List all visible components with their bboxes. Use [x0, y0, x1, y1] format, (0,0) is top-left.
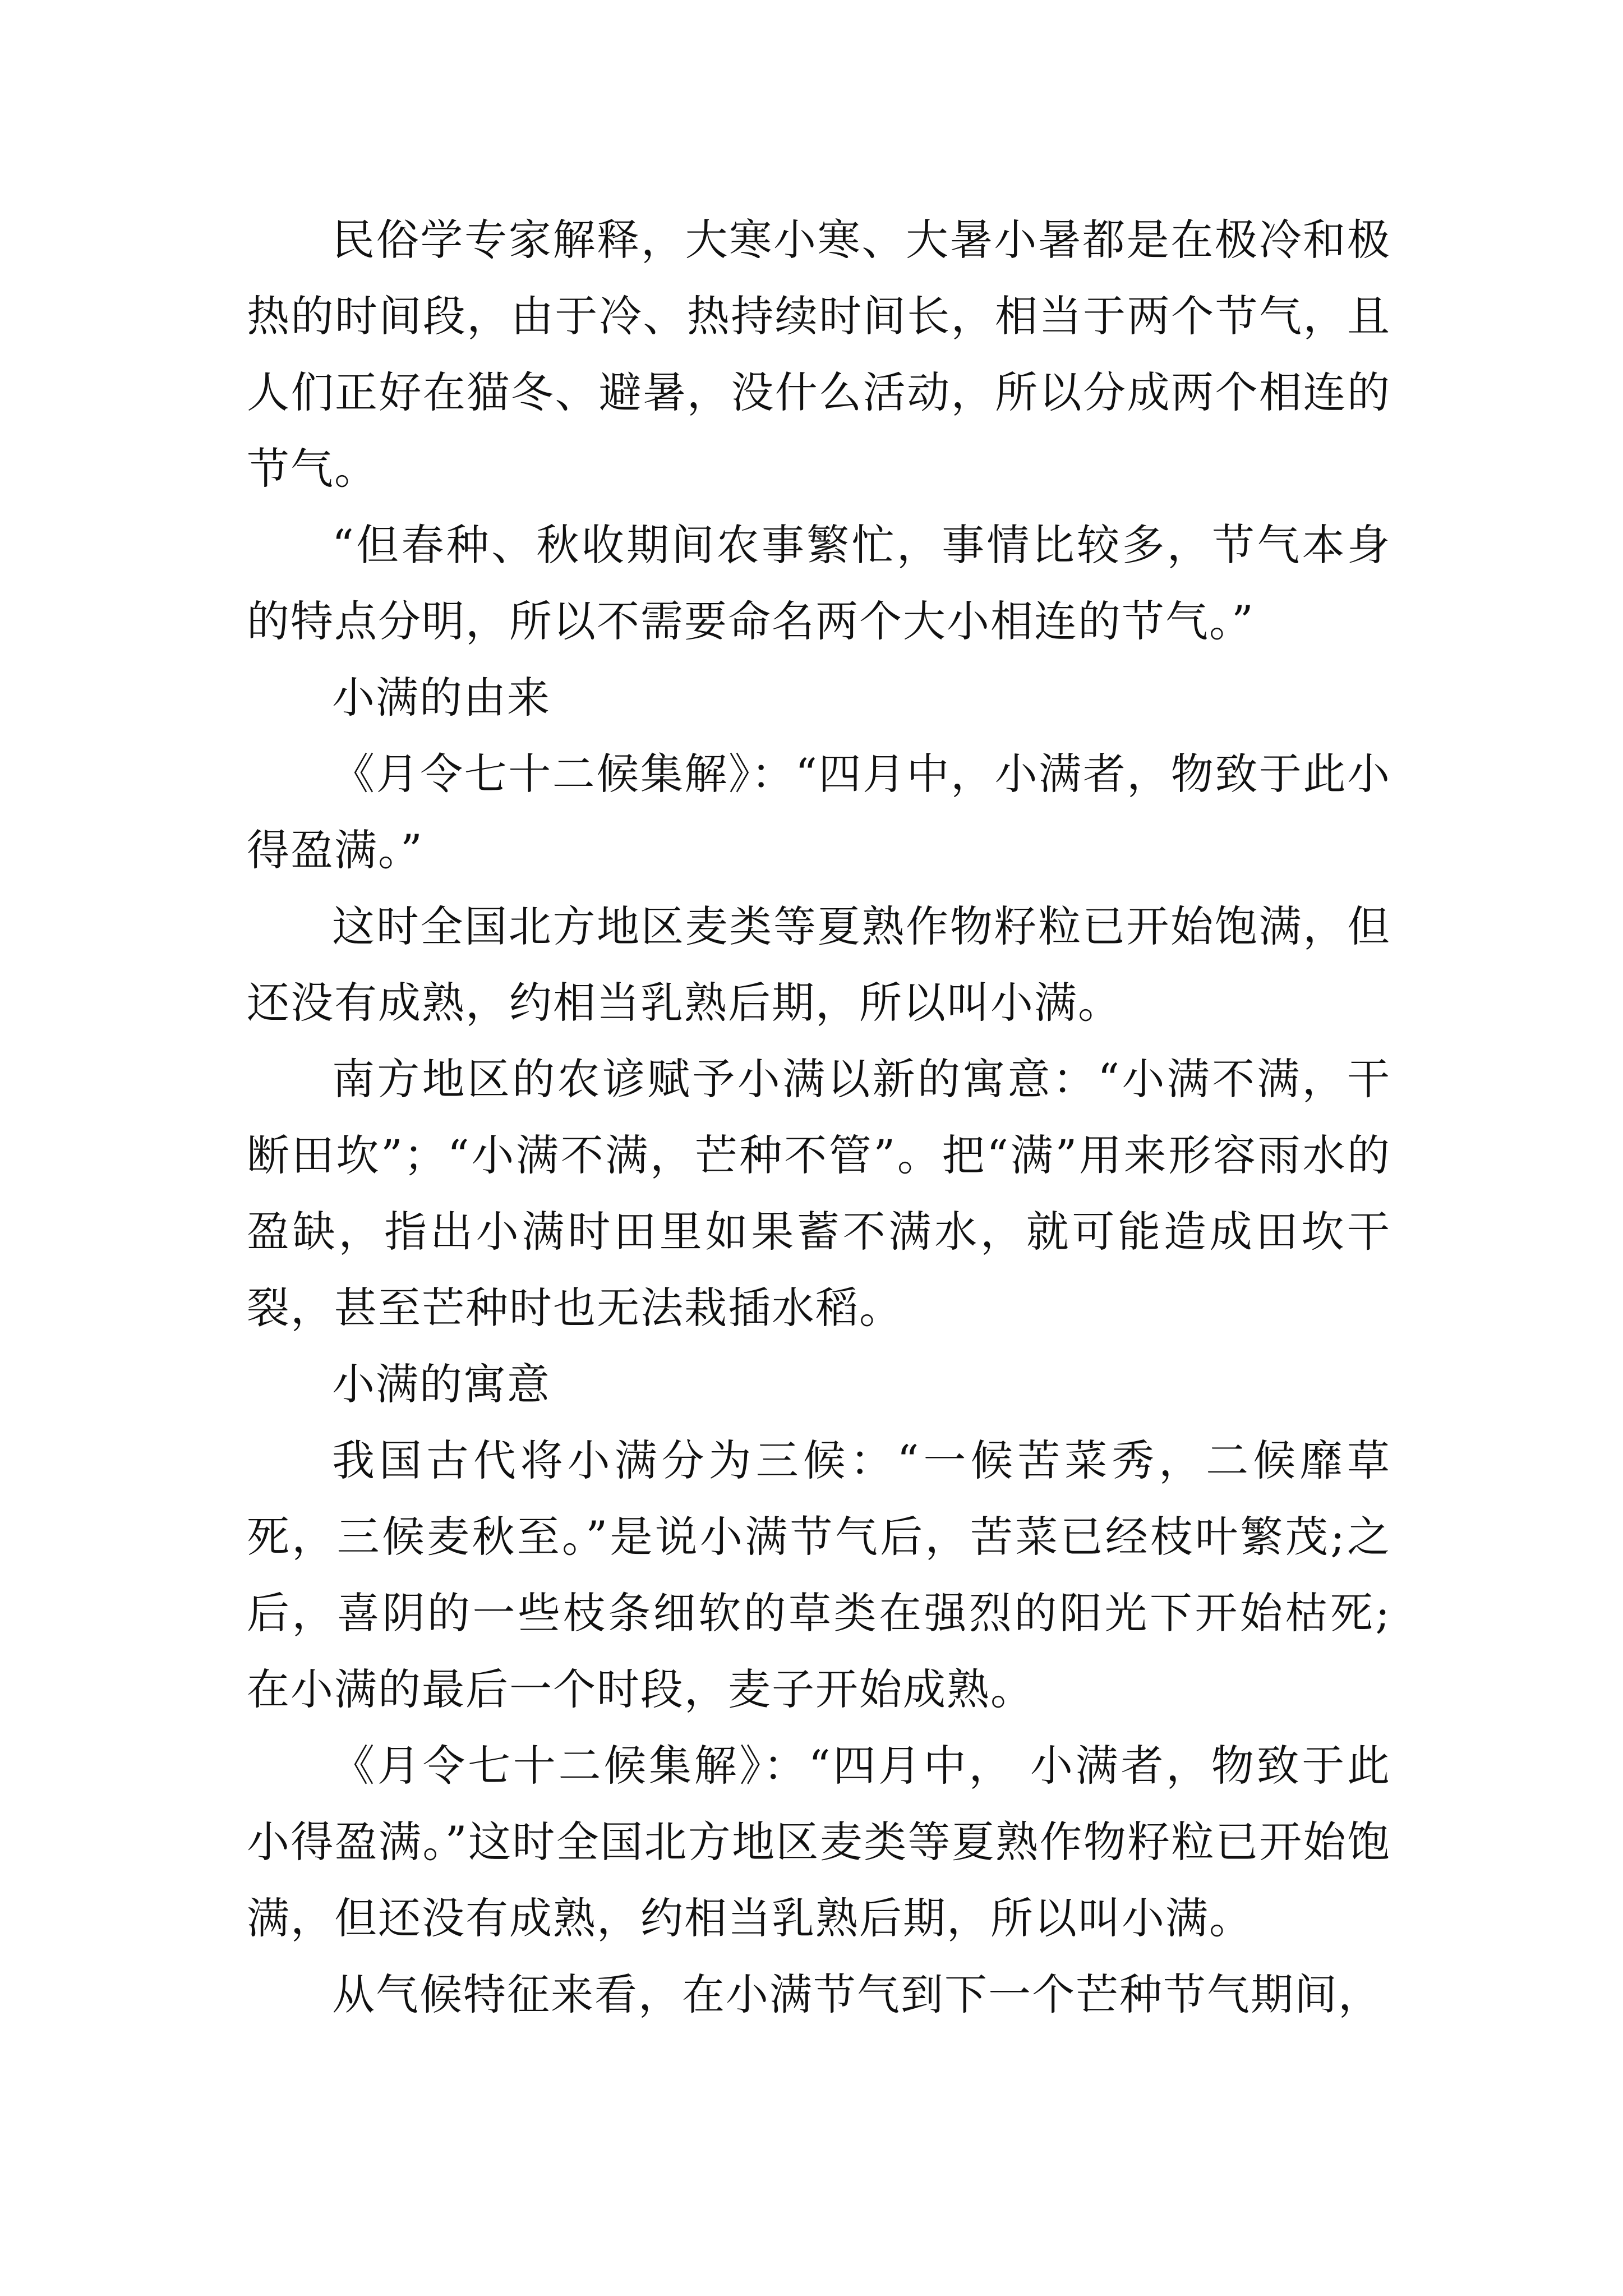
paragraph-yueling-quote: 《月令七十二候集解》：“四月中，小满者，物致于此小得盈满。”: [247, 749, 1391, 875]
paragraph-spring-autumn-quote: “但春种、秋收期间农事繁忙，事情比较多，节气本身的特点分明，所以不需要命名两个大小相连的节气。”: [247, 520, 1391, 646]
paragraph-south-proverbs: 南方地区的农谚赋予小满以新的寓意：“小满不满，干断田坎”；“小满不满，芒种不管”。把“满”用来形容雨水的盈缺，指出小满时田里如果蓄不满水，就可能造成田坎干裂，甚至芒种时也无法栽插水稻。: [247, 1054, 1391, 1333]
paragraph-climate-features: 从气候特征来看，在小满节气到下一个芒种节气期间，: [332, 1970, 1382, 2019]
document-body: [247, 202, 1391, 2033]
paragraph-folklore-explanation: 民俗学专家解释，大寒小寒、大暑小暑都是在极冷和极热的时间段，由于冷、热持续时间长，相当于两个节气，且人们正好在猫冬、避暑，没什么活动，所以分成两个相连的节气。: [247, 215, 1391, 494]
paragraph-yueling-repeat: 《月令七十二候集解》：“四月中， 小满者，物致于此小得盈满。”这时全国北方地区麦类等夏熟作物籽粒已开始饱满，但还没有成熟，约相当乳熟后期，所以叫小满。: [247, 1741, 1391, 1943]
paragraph-three-phases: 我国古代将小满分为三候：“一候苦菜秀，二候靡草死，三候麦秋至。”是说小满节气后，苦菜已经枝叶繁茂;之后，喜阴的一些枝条细软的草类在强烈的阳光下开始枯死;在小满的最后一个时段，麦子开始成熟。: [247, 1435, 1391, 1714]
section-heading-meaning: 小满的寓意: [332, 1359, 551, 1409]
section-heading-origin: 小满的由来: [332, 673, 551, 723]
paragraph-north-crops: 这时全国北方地区麦类等夏熟作物籽粒已开始饱满，但还没有成熟，约相当乳熟后期，所以叫小满。: [247, 901, 1391, 1028]
